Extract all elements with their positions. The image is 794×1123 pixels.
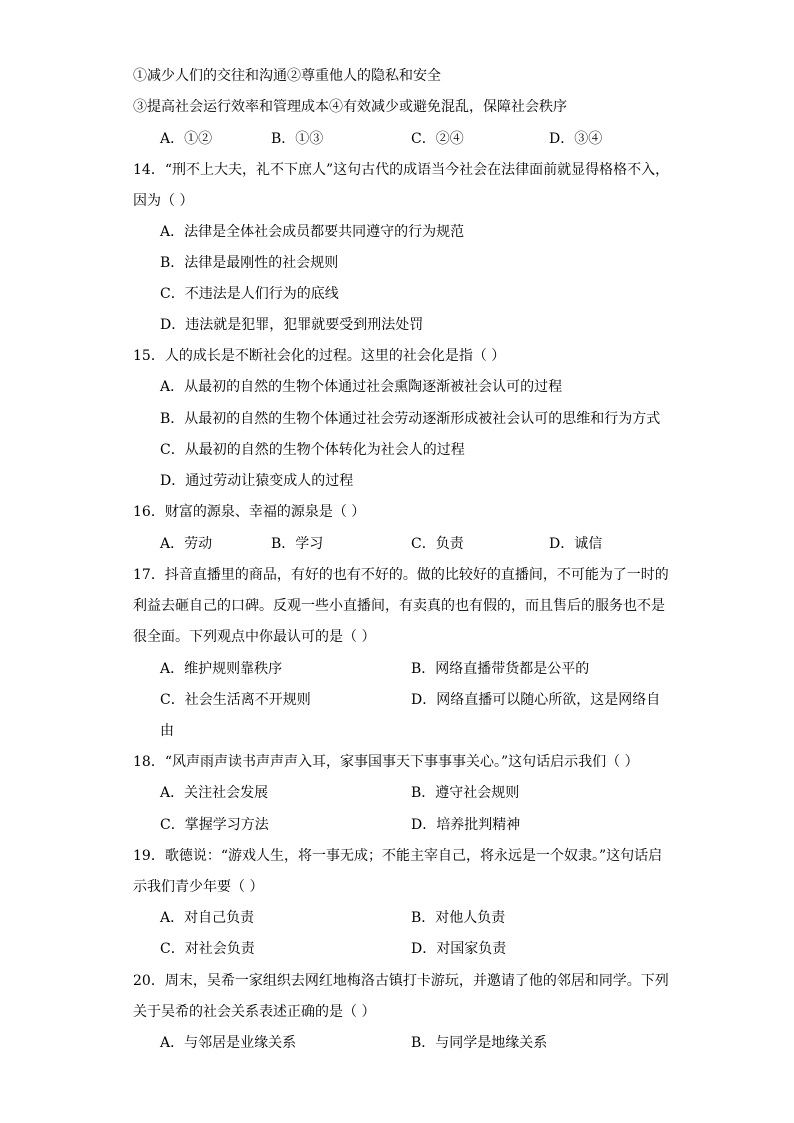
top-option-a[interactable]: A．①② bbox=[160, 131, 213, 147]
q14-stem-line-2: 因为（ ） bbox=[133, 193, 194, 209]
statement-1-2: ①减少人们的交往和沟通②尊重他人的隐私和安全 bbox=[133, 68, 441, 84]
q19-stem-line-1: 19．歌德说：“游戏人生，将一事无成；不能主宰自己，将永远是一个奴隶。”这句话启 bbox=[133, 848, 663, 864]
q18-stem: 18．“风声雨声读书声声声入耳，家事国事天下事事事关心。”这句话启示我们（ ） bbox=[133, 754, 639, 770]
q15-option-b[interactable]: B．从最初的自然的生物个体通过社会劳动逐渐形成被社会认可的思维和行为方式 bbox=[160, 411, 661, 427]
top-option-c[interactable]: C．②④ bbox=[411, 131, 464, 147]
q17-option-b[interactable]: B．网络直播带货都是公平的 bbox=[411, 661, 590, 677]
q19-option-b[interactable]: B．对他人负责 bbox=[411, 910, 506, 926]
statement-3-4: ③提高社会运行效率和管理成本④有效减少或避免混乱，保障社会秩序 bbox=[133, 99, 567, 115]
q14-option-d[interactable]: D．违法就是犯罪，犯罪就要受到刑法处罚 bbox=[160, 317, 424, 333]
q18-option-d[interactable]: D．培养批判精神 bbox=[411, 817, 521, 833]
q17-option-a[interactable]: A．维护规则靠秩序 bbox=[160, 661, 283, 677]
q19-stem-line-2: 示我们青少年要（ ） bbox=[133, 879, 264, 895]
q16-option-c[interactable]: C．负责 bbox=[411, 536, 464, 552]
q15-option-c[interactable]: C．从最初的自然的生物个体转化为社会人的过程 bbox=[160, 442, 465, 458]
q19-option-a[interactable]: A．对自己负责 bbox=[160, 910, 255, 926]
q16-stem: 16．财富的源泉、幸福的源泉是（ ） bbox=[133, 504, 366, 520]
q17-option-c[interactable]: C．社会生活离不开规则 bbox=[160, 692, 311, 708]
q17-stem-line-3: 很全面。下列观点中你最认可的是（ ） bbox=[133, 629, 376, 645]
q14-option-b[interactable]: B．法律是最刚性的社会规则 bbox=[160, 255, 339, 271]
q15-option-d[interactable]: D．通过劳动让猿变成人的过程 bbox=[160, 473, 354, 489]
q14-option-a[interactable]: A．法律是全体社会成员都要共同遵守的行为规范 bbox=[160, 224, 465, 240]
q18-option-b[interactable]: B．遵守社会规则 bbox=[411, 785, 520, 801]
q17-stem-line-1: 17．抖音直播里的商品，有好的也有不好的。做的比较好的直播间，不可能为了一时的 bbox=[133, 567, 669, 583]
q20-option-a[interactable]: A．与邻居是业缘关系 bbox=[160, 1035, 297, 1051]
q18-option-a[interactable]: A．关注社会发展 bbox=[160, 785, 269, 801]
q14-option-c[interactable]: C．不违法是人们行为的底线 bbox=[160, 286, 339, 302]
q20-option-b[interactable]: B．与同学是地缘关系 bbox=[411, 1035, 548, 1051]
top-option-b[interactable]: B．①③ bbox=[271, 131, 324, 147]
q14-stem-line-1: 14．“刑不上大夫，礼不下庶人”这句古代的成语当今社会在法律面前就显得格格不入， bbox=[133, 162, 670, 178]
q17-option-d[interactable]: D．网络直播可以随心所欲，这是网络自 bbox=[411, 692, 661, 708]
q20-stem-line-2: 关于吴希的社会关系表述正确的是（ ） bbox=[133, 1004, 376, 1020]
top-option-d[interactable]: D．③④ bbox=[549, 131, 603, 147]
q16-option-b[interactable]: B．学习 bbox=[271, 536, 324, 552]
q16-option-d[interactable]: D．诚信 bbox=[549, 536, 603, 552]
q17-option-d-continued: 由 bbox=[160, 723, 174, 739]
q15-option-a[interactable]: A．从最初的自然的生物个体通过社会熏陶逐渐被社会认可的过程 bbox=[160, 379, 563, 395]
q18-option-c[interactable]: C．掌握学习方法 bbox=[160, 817, 269, 833]
q15-stem: 15．人的成长是不断社会化的过程。这里的社会化是指（ ） bbox=[133, 348, 506, 364]
q19-option-d[interactable]: D．对国家负责 bbox=[411, 941, 507, 957]
q19-option-c[interactable]: C．对社会负责 bbox=[160, 941, 255, 957]
q17-stem-line-2: 利益去砸自己的口碑。反观一些小直播间，有卖真的也有假的，而且售后的服务也不是 bbox=[133, 598, 665, 614]
q16-option-a[interactable]: A．劳动 bbox=[160, 536, 213, 552]
q20-stem-line-1: 20．周末，吴希一家组织去网红地梅洛古镇打卡游玩，并邀请了他的邻居和同学。下列 bbox=[133, 973, 669, 989]
